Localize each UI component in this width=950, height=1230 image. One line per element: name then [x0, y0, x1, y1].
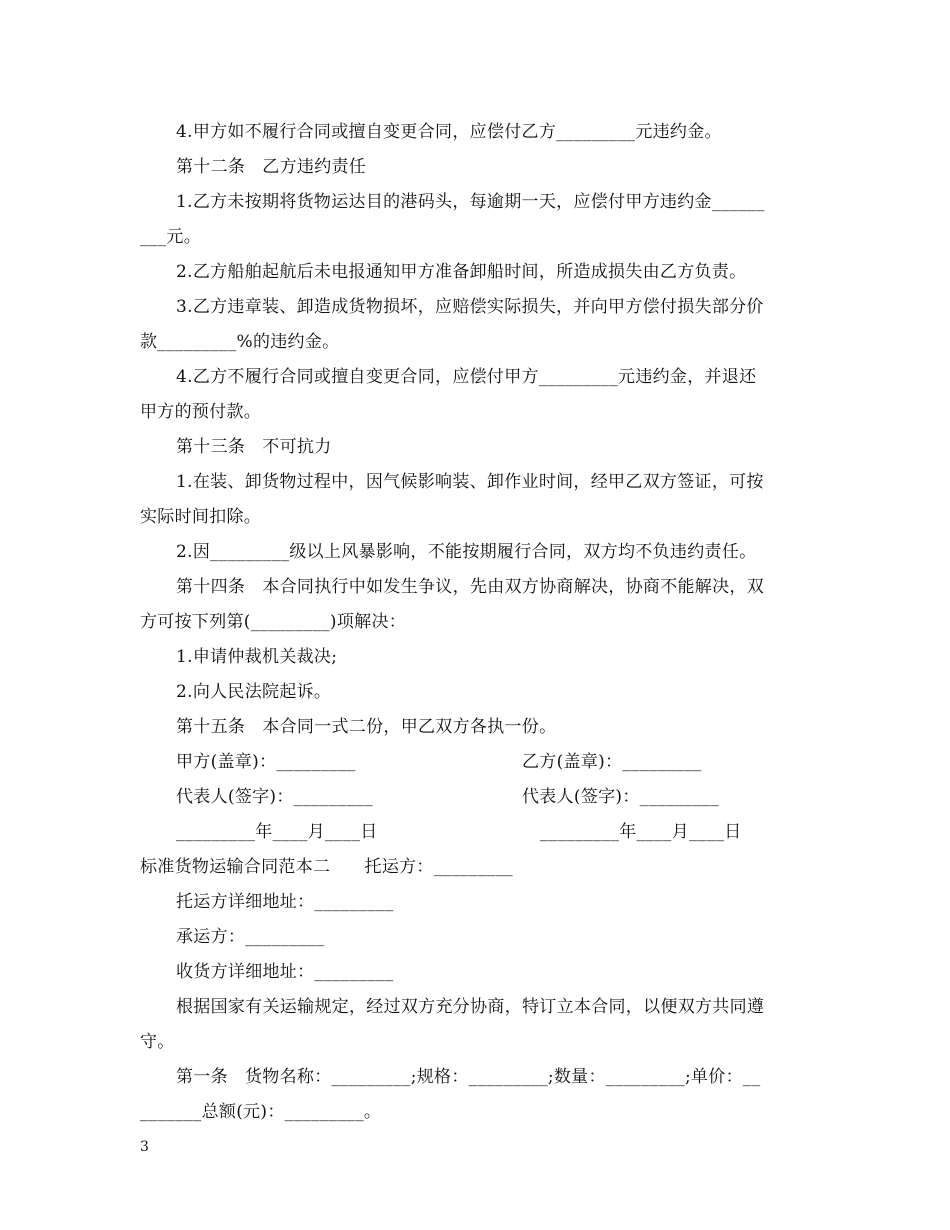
preamble-paragraph-cont: 守。	[140, 1032, 175, 1052]
clause-13-item-2: 2.因_________级以上风暴影响，不能按期履行合同，双方均不负违约责任。	[176, 542, 757, 562]
party-a-rep-field: 代表人(签字)：_________	[176, 787, 373, 807]
article-14-cont: 方可按下列第(_________)项解决：	[140, 612, 407, 632]
article-13-heading: 第十三条 不可抗力	[176, 437, 332, 457]
clause-12-item-3-cont: 款_________%的违约金。	[140, 332, 340, 352]
page-number: 3	[140, 1139, 149, 1155]
clause-12-item-2: 2.乙方船舶起航后未电报通知甲方准备卸船时间，所造成损失由乙方负责。	[176, 262, 747, 282]
article-12-heading: 第十二条 乙方违约责任	[176, 157, 367, 177]
party-a-seal-field: 甲方(盖章)：_________	[176, 752, 356, 772]
party-b-date-field: _________年____月____日	[540, 822, 742, 842]
party-b-seal-field: 乙方(盖章)：_________	[522, 752, 702, 772]
clause-11-item-4: 4.甲方如不履行合同或擅自变更合同，应偿付乙方_________元违约金。	[176, 122, 722, 142]
article-14-heading: 第十四条 本合同执行中如发生争议，先由双方协商解决，协商不能解决，双	[176, 577, 765, 597]
article-15-heading: 第十五条 本合同一式二份，甲乙双方各执一份。	[176, 717, 557, 737]
clause-12-item-1-cont: ___元。	[140, 227, 201, 247]
clause-13-item-1-cont: 实际时间扣除。	[140, 507, 262, 527]
preamble-paragraph: 根据国家有关运输规定，经过双方充分协商，特订立本合同，以便双方共同遵	[176, 997, 765, 1017]
shipper-address-field: 托运方详细地址：_________	[176, 892, 394, 912]
carrier-field: 承运方：_________	[176, 927, 325, 947]
article-1-goods-cont: _______总额(元)：_________。	[140, 1102, 382, 1122]
clause-12-item-4: 4.乙方不履行合同或擅自变更合同，应偿付甲方_________元违约金，并退还	[176, 367, 757, 387]
party-b-rep-field: 代表人(签字)：_________	[522, 787, 719, 807]
clause-12-item-1: 1.乙方未按期将货物运达目的港码头，每逾期一天，应偿付甲方违约金______	[176, 192, 765, 212]
clause-12-item-4-cont: 甲方的预付款。	[140, 402, 262, 422]
clause-14-item-1: 1.申请仲裁机关裁决;	[176, 647, 338, 667]
clause-13-item-1: 1.在装、卸货物过程中，因气候影响装、卸作业时间，经甲乙双方签证，可按	[176, 472, 764, 492]
clause-12-item-3: 3.乙方违章装、卸造成货物损坏，应赔偿实际损失，并向甲方偿付损失部分价	[176, 297, 764, 317]
party-a-date-field: _________年____月____日	[176, 822, 378, 842]
contract-template-2-title: 标准货物运输合同范本二 托运方：_________	[140, 857, 513, 877]
clause-14-item-2: 2.向人民法院起诉。	[176, 682, 332, 702]
consignee-address-field: 收货方详细地址：_________	[176, 962, 394, 982]
article-1-goods: 第一条 货物名称：_________;规格：_________;数量：_________;单价：__	[176, 1067, 761, 1087]
